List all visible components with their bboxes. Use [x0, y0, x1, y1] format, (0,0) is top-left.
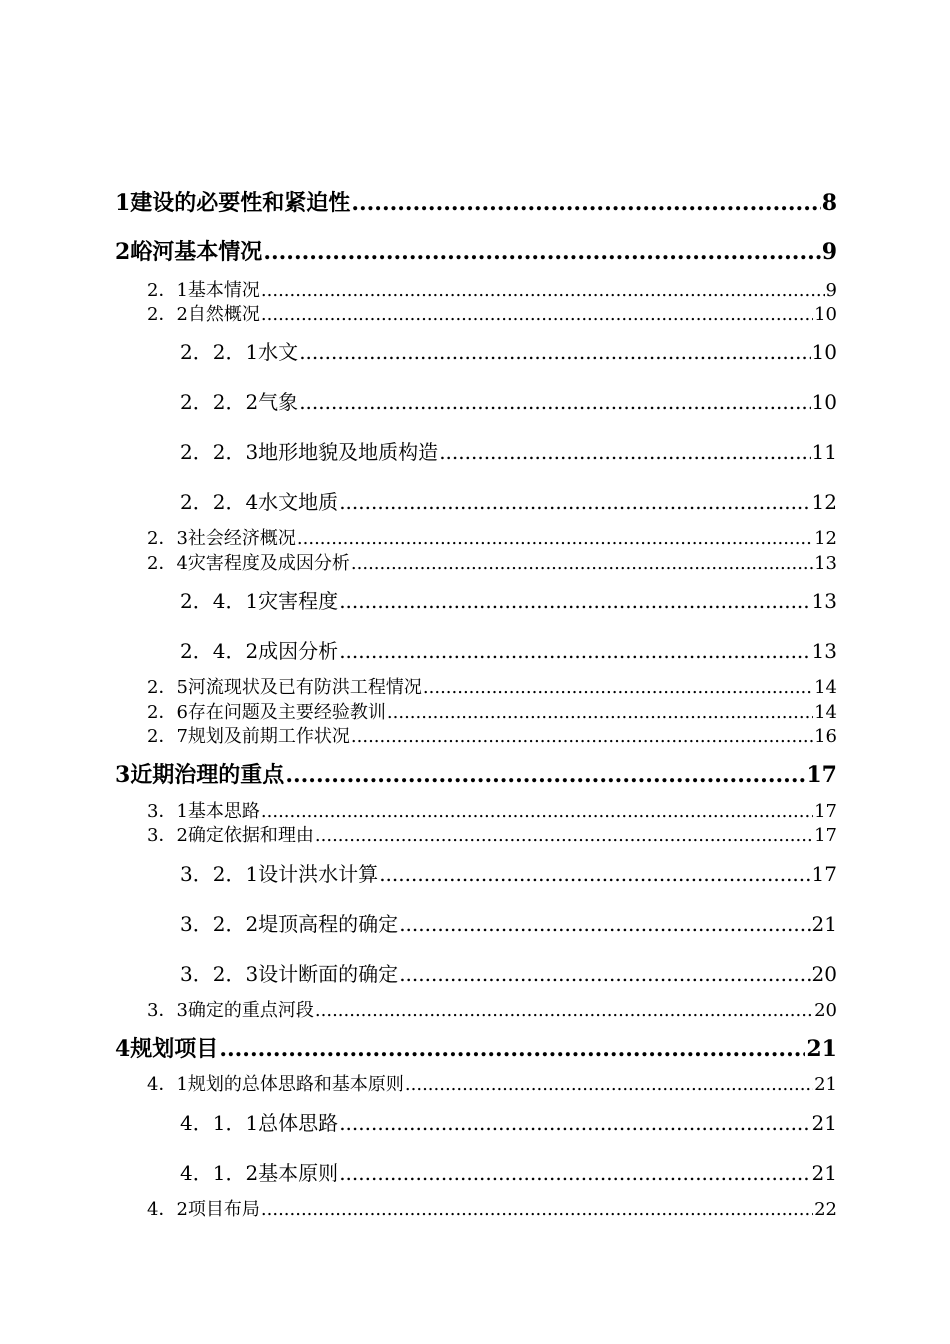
toc-leader-dots	[261, 1199, 813, 1220]
toc-leader-dots	[315, 1000, 813, 1021]
toc-leader-dots	[339, 589, 810, 613]
toc-entry-title: 3．2．2堤顶高程的确定	[180, 912, 399, 936]
toc-entry-title: 2．2．4水文地质	[180, 490, 339, 514]
toc-entry-title: 4．1规划的总体思路和基本原则	[147, 1074, 404, 1095]
toc-entry-title: 2．1基本情况	[147, 280, 260, 301]
toc-leader-dots	[439, 440, 810, 464]
toc-entry-page: 21	[814, 1074, 837, 1095]
toc-entry-page: 22	[814, 1199, 837, 1220]
toc-entry-page: 14	[814, 702, 837, 723]
toc-leader-dots	[219, 1036, 805, 1062]
toc-entry-page: 12	[814, 528, 837, 549]
toc-entry-title: 4．1．2基本原则	[180, 1161, 339, 1185]
toc-leader-dots	[261, 280, 825, 301]
toc-entry-level1[interactable]	[115, 758, 837, 789]
toc-entry-level3[interactable]	[180, 1107, 837, 1136]
toc-entry-title: 2．3社会经济概况	[147, 528, 296, 549]
toc-entry-title: 3．1基本思路	[147, 801, 260, 822]
toc-entry-page: 21	[811, 1111, 837, 1135]
toc-entry-page: 9	[825, 280, 837, 301]
toc-entry-page: 9	[821, 239, 837, 265]
toc-entry-level2[interactable]	[147, 821, 837, 847]
toc-entry-title: 4．1．1总体思路	[180, 1111, 339, 1135]
toc-entry-level3[interactable]	[180, 1157, 837, 1186]
toc-entry-level3[interactable]	[180, 908, 837, 937]
toc-entry-page: 13	[811, 589, 837, 613]
toc-entry-title: 4．2项目布局	[147, 1199, 260, 1220]
toc-entry-title: 3．2．1设计洪水计算	[180, 862, 379, 886]
toc-entry-page: 13	[814, 553, 837, 574]
toc-leader-dots	[351, 553, 813, 574]
toc-entry-level2[interactable]	[147, 797, 837, 823]
toc-entry-level3[interactable]	[180, 436, 837, 465]
toc-entry-title: 2．2．2气象	[180, 390, 299, 414]
toc-entry-title: 2．2．1水文	[180, 340, 299, 364]
toc-leader-dots	[339, 1111, 810, 1135]
toc-entry-level3[interactable]	[180, 386, 837, 415]
toc-leader-dots	[299, 390, 810, 414]
toc-entry-title: 2峪河基本情况	[115, 239, 263, 265]
toc-entry-level1[interactable]	[115, 1032, 837, 1063]
toc-entry-level2[interactable]	[147, 722, 837, 748]
toc-entry-page: 16	[814, 726, 837, 747]
toc-entry-title: 3．2．3设计断面的确定	[180, 962, 399, 986]
toc-entry-level1[interactable]	[115, 186, 837, 217]
toc-entry-title: 2．6存在问题及主要经验教训	[147, 702, 386, 723]
toc-entry-title: 2．4．2成因分析	[180, 639, 339, 663]
toc-entry-level3[interactable]	[180, 585, 837, 614]
toc-entry-page: 10	[811, 390, 837, 414]
toc-entry-title: 2．5河流现状及已有防洪工程情况	[147, 677, 422, 698]
toc-entry-page: 17	[806, 762, 837, 788]
toc-entry-level2[interactable]	[147, 673, 837, 699]
toc-entry-page: 17	[814, 801, 837, 822]
toc-entry-page: 20	[814, 1000, 837, 1021]
toc-entry-title: 3．3确定的重点河段	[147, 1000, 314, 1021]
toc-entry-title: 1建设的必要性和紧迫性	[115, 190, 351, 216]
toc-entry-level2[interactable]	[147, 549, 837, 575]
toc-entry-level2[interactable]	[147, 524, 837, 550]
toc-entry-title: 2．2自然概况	[147, 304, 260, 325]
toc-leader-dots	[379, 862, 810, 886]
toc-leader-dots	[351, 190, 820, 216]
toc-entry-title: 2．4．1灾害程度	[180, 589, 339, 613]
toc-entry-level3[interactable]	[180, 958, 837, 987]
toc-leader-dots	[399, 962, 810, 986]
toc-leader-dots	[261, 801, 813, 822]
toc-entry-level2[interactable]	[147, 276, 837, 302]
toc-entry-page: 21	[806, 1036, 837, 1062]
toc-entry-title: 4规划项目	[115, 1036, 219, 1062]
toc-leader-dots	[299, 340, 810, 364]
toc-entry-page: 17	[811, 862, 837, 886]
toc-leader-dots	[297, 528, 813, 549]
toc-leader-dots	[339, 490, 810, 514]
toc-entry-level2[interactable]	[147, 996, 837, 1022]
toc-leader-dots	[339, 1161, 810, 1185]
toc-entry-title: 2．7规划及前期工作状况	[147, 726, 350, 747]
toc-entry-title: 3．2确定依据和理由	[147, 825, 314, 846]
toc-entry-page: 13	[811, 639, 837, 663]
toc-entry-title: 3近期治理的重点	[115, 762, 285, 788]
toc-entry-level2[interactable]	[147, 1070, 837, 1096]
toc-entry-level2[interactable]	[147, 698, 837, 724]
toc-entry-title: 2．2．3地形地貌及地质构造	[180, 440, 439, 464]
toc-entry-page: 20	[811, 962, 837, 986]
toc-entry-page: 8	[821, 190, 837, 216]
toc-entry-level2[interactable]	[147, 1195, 837, 1221]
toc-entry-page: 10	[811, 340, 837, 364]
toc-entry-level2[interactable]	[147, 300, 837, 326]
toc-leader-dots	[315, 825, 813, 846]
toc-leader-dots	[339, 639, 810, 663]
toc-leader-dots	[399, 912, 810, 936]
toc-entry-page: 10	[814, 304, 837, 325]
toc-leader-dots	[423, 677, 813, 698]
toc-entry-level3[interactable]	[180, 858, 837, 887]
toc-entry-page: 17	[814, 825, 837, 846]
toc-entry-page: 12	[811, 490, 837, 514]
toc-entry-title: 2．4灾害程度及成因分析	[147, 553, 350, 574]
toc-leader-dots	[261, 304, 813, 325]
toc-leader-dots	[387, 702, 813, 723]
toc-leader-dots	[351, 726, 813, 747]
toc-entry-level3[interactable]	[180, 336, 837, 365]
toc-leader-dots	[263, 239, 820, 265]
toc-entry-level1[interactable]	[115, 235, 837, 266]
toc-entry-page: 11	[811, 440, 837, 464]
toc-entry-page: 21	[811, 1161, 837, 1185]
toc-leader-dots	[405, 1074, 813, 1095]
toc-entry-level3[interactable]	[180, 635, 837, 664]
toc-entry-level3[interactable]	[180, 486, 837, 515]
toc-entry-page: 21	[811, 912, 837, 936]
toc-leader-dots	[285, 762, 805, 788]
toc-entry-page: 14	[814, 677, 837, 698]
